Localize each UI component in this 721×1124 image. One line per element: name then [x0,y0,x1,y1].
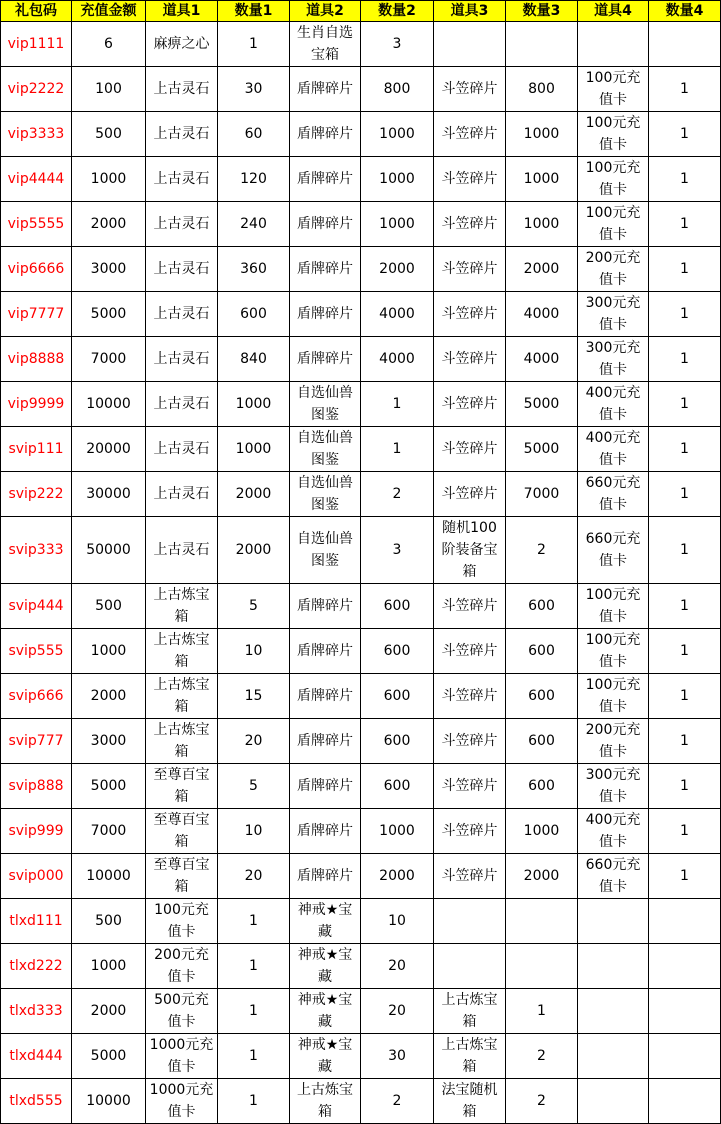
qty-1-cell: 1 [218,22,290,67]
recharge-amount-cell: 5000 [72,292,146,337]
item-4-cell: 660元充值卡 [578,854,649,899]
qty-1-cell: 10 [218,809,290,854]
qty-3-cell [506,899,578,944]
gift-code-cell: vip6666 [1,247,72,292]
item-2-cell: 神戒★宝藏 [290,989,361,1034]
header-qty-3: 数量3 [506,1,578,22]
qty-3-cell: 800 [506,67,578,112]
table-row [1,292,721,337]
item-2-cell: 盾牌碎片 [290,337,361,382]
table-row [1,674,721,719]
recharge-amount-cell: 5000 [72,1034,146,1079]
item-3-cell: 随机100阶装备宝箱 [434,517,506,584]
header-item-2: 道具2 [290,1,361,22]
qty-3-cell: 2000 [506,854,578,899]
item-1-cell: 200元充值卡 [146,944,218,989]
recharge-amount-cell: 30000 [72,472,146,517]
qty-1-cell: 20 [218,719,290,764]
recharge-amount-cell: 7000 [72,809,146,854]
recharge-amount-cell: 2000 [72,202,146,247]
qty-2-cell: 2 [361,1079,434,1124]
item-2-cell: 生肖自选宝箱 [290,22,361,67]
qty-4-cell [649,944,721,989]
qty-3-cell: 5000 [506,382,578,427]
qty-4-cell: 1 [649,854,721,899]
item-3-cell: 斗笠碎片 [434,202,506,247]
recharge-amount-cell: 1000 [72,157,146,202]
item-4-cell: 660元充值卡 [578,472,649,517]
qty-2-cell: 1000 [361,112,434,157]
item-3-cell: 上古炼宝箱 [434,989,506,1034]
item-2-cell: 盾牌碎片 [290,719,361,764]
item-3-cell: 斗笠碎片 [434,809,506,854]
item-1-cell: 上古灵石 [146,157,218,202]
item-4-cell: 200元充值卡 [578,247,649,292]
qty-3-cell [506,944,578,989]
recharge-amount-cell: 500 [72,584,146,629]
qty-4-cell: 1 [649,809,721,854]
item-3-cell: 斗笠碎片 [434,674,506,719]
qty-4-cell: 1 [649,202,721,247]
qty-2-cell: 600 [361,764,434,809]
item-1-cell: 上古炼宝箱 [146,629,218,674]
item-4-cell: 200元充值卡 [578,719,649,764]
qty-1-cell: 20 [218,854,290,899]
qty-3-cell: 600 [506,629,578,674]
item-4-cell [578,944,649,989]
qty-4-cell: 1 [649,584,721,629]
gift-code-cell: vip2222 [1,67,72,112]
qty-4-cell: 1 [649,382,721,427]
qty-2-cell: 10 [361,899,434,944]
item-4-cell: 660元充值卡 [578,517,649,584]
item-4-cell [578,899,649,944]
gift-code-cell: svip222 [1,472,72,517]
qty-2-cell: 20 [361,989,434,1034]
qty-4-cell: 1 [649,67,721,112]
qty-1-cell: 1 [218,944,290,989]
qty-2-cell: 800 [361,67,434,112]
qty-3-cell: 7000 [506,472,578,517]
qty-1-cell: 240 [218,202,290,247]
item-2-cell: 盾牌碎片 [290,674,361,719]
qty-4-cell: 1 [649,157,721,202]
recharge-amount-cell: 1000 [72,944,146,989]
table-body [1,22,721,1124]
qty-2-cell: 20 [361,944,434,989]
qty-3-cell: 2000 [506,247,578,292]
item-4-cell: 300元充值卡 [578,764,649,809]
gift-code-cell: svip888 [1,764,72,809]
qty-3-cell: 4000 [506,337,578,382]
qty-2-cell: 4000 [361,337,434,382]
item-4-cell: 100元充值卡 [578,674,649,719]
table-row [1,382,721,427]
item-2-cell: 盾牌碎片 [290,292,361,337]
recharge-amount-cell: 2000 [72,674,146,719]
qty-1-cell: 1000 [218,427,290,472]
qty-4-cell: 1 [649,472,721,517]
qty-3-cell: 600 [506,674,578,719]
item-2-cell: 神戒★宝藏 [290,899,361,944]
qty-1-cell: 1 [218,989,290,1034]
item-4-cell: 100元充值卡 [578,67,649,112]
gift-code-cell: tlxd333 [1,989,72,1034]
qty-4-cell: 1 [649,629,721,674]
qty-4-cell: 1 [649,427,721,472]
qty-4-cell [649,1079,721,1124]
item-4-cell: 100元充值卡 [578,202,649,247]
qty-3-cell: 1000 [506,157,578,202]
item-3-cell: 斗笠碎片 [434,382,506,427]
qty-1-cell: 120 [218,157,290,202]
item-4-cell [578,989,649,1034]
qty-1-cell: 2000 [218,517,290,584]
qty-4-cell [649,989,721,1034]
gift-code-cell: vip9999 [1,382,72,427]
item-3-cell [434,899,506,944]
gift-code-cell: svip333 [1,517,72,584]
item-2-cell: 盾牌碎片 [290,629,361,674]
qty-1-cell: 2000 [218,472,290,517]
table-row [1,157,721,202]
header-item-4: 道具4 [578,1,649,22]
recharge-amount-cell: 10000 [72,382,146,427]
item-3-cell: 斗笠碎片 [434,112,506,157]
item-4-cell: 400元充值卡 [578,809,649,854]
recharge-amount-cell: 10000 [72,854,146,899]
recharge-amount-cell: 3000 [72,719,146,764]
qty-3-cell [506,22,578,67]
item-2-cell: 盾牌碎片 [290,112,361,157]
qty-2-cell: 600 [361,719,434,764]
item-1-cell: 上古灵石 [146,517,218,584]
recharge-amount-cell: 2000 [72,989,146,1034]
qty-1-cell: 15 [218,674,290,719]
table-row [1,202,721,247]
item-2-cell: 自选仙兽图鉴 [290,472,361,517]
qty-2-cell: 3 [361,517,434,584]
header-qty-2: 数量2 [361,1,434,22]
header-gift-code: 礼包码 [1,1,72,22]
qty-4-cell: 1 [649,292,721,337]
qty-4-cell: 1 [649,337,721,382]
qty-1-cell: 1000 [218,382,290,427]
gift-code-cell: tlxd222 [1,944,72,989]
qty-4-cell [649,899,721,944]
item-1-cell: 至尊百宝箱 [146,854,218,899]
item-2-cell: 盾牌碎片 [290,584,361,629]
item-1-cell: 上古炼宝箱 [146,674,218,719]
item-1-cell: 1000元充值卡 [146,1034,218,1079]
item-2-cell: 神戒★宝藏 [290,1034,361,1079]
item-4-cell: 100元充值卡 [578,157,649,202]
table-row [1,1034,721,1079]
gift-code-cell: vip8888 [1,337,72,382]
table-row [1,899,721,944]
item-4-cell [578,1079,649,1124]
qty-3-cell: 2 [506,1034,578,1079]
qty-4-cell: 1 [649,517,721,584]
gift-code-cell: tlxd111 [1,899,72,944]
gift-code-cell: vip1111 [1,22,72,67]
item-1-cell: 上古灵石 [146,202,218,247]
recharge-amount-cell: 500 [72,899,146,944]
table-row [1,944,721,989]
item-2-cell: 盾牌碎片 [290,764,361,809]
recharge-amount-cell: 100 [72,67,146,112]
item-2-cell: 盾牌碎片 [290,247,361,292]
item-3-cell: 斗笠碎片 [434,719,506,764]
item-1-cell: 至尊百宝箱 [146,809,218,854]
gift-code-cell: svip666 [1,674,72,719]
item-4-cell [578,1034,649,1079]
item-4-cell: 400元充值卡 [578,382,649,427]
qty-4-cell [649,22,721,67]
qty-1-cell: 5 [218,584,290,629]
item-4-cell: 300元充值卡 [578,292,649,337]
qty-1-cell: 840 [218,337,290,382]
qty-3-cell: 600 [506,584,578,629]
item-1-cell: 上古灵石 [146,382,218,427]
item-2-cell: 上古炼宝箱 [290,1079,361,1124]
item-2-cell: 盾牌碎片 [290,809,361,854]
table-row [1,517,721,584]
table-row [1,337,721,382]
recharge-amount-cell: 10000 [72,1079,146,1124]
qty-3-cell: 4000 [506,292,578,337]
table-row [1,112,721,157]
gift-code-cell: vip7777 [1,292,72,337]
recharge-amount-cell: 5000 [72,764,146,809]
qty-4-cell [649,1034,721,1079]
recharge-amount-cell: 3000 [72,247,146,292]
item-4-cell: 300元充值卡 [578,337,649,382]
gift-code-cell: tlxd555 [1,1079,72,1124]
qty-4-cell: 1 [649,674,721,719]
recharge-amount-cell: 1000 [72,629,146,674]
qty-4-cell: 1 [649,719,721,764]
qty-3-cell: 1 [506,989,578,1034]
item-3-cell: 斗笠碎片 [434,292,506,337]
item-2-cell: 自选仙兽图鉴 [290,382,361,427]
item-1-cell: 上古灵石 [146,292,218,337]
qty-2-cell: 600 [361,584,434,629]
recharge-amount-cell: 50000 [72,517,146,584]
table-row [1,584,721,629]
item-2-cell: 盾牌碎片 [290,854,361,899]
table-row [1,809,721,854]
gift-code-cell: vip4444 [1,157,72,202]
gift-code-cell: svip000 [1,854,72,899]
item-4-cell: 100元充值卡 [578,629,649,674]
table-row [1,247,721,292]
qty-2-cell: 1 [361,382,434,427]
table-row [1,22,721,67]
item-3-cell [434,944,506,989]
table-row [1,1079,721,1124]
table-row [1,854,721,899]
item-3-cell: 法宝随机箱 [434,1079,506,1124]
table-row [1,427,721,472]
table-row [1,764,721,809]
gift-code-cell: tlxd444 [1,1034,72,1079]
qty-2-cell: 1 [361,427,434,472]
qty-4-cell: 1 [649,247,721,292]
qty-3-cell: 2 [506,1079,578,1124]
header-row [1,1,721,22]
qty-3-cell: 2 [506,517,578,584]
item-1-cell: 上古灵石 [146,472,218,517]
qty-3-cell: 600 [506,764,578,809]
qty-4-cell: 1 [649,764,721,809]
item-3-cell: 斗笠碎片 [434,157,506,202]
item-3-cell: 斗笠碎片 [434,247,506,292]
item-3-cell: 斗笠碎片 [434,764,506,809]
item-4-cell: 100元充值卡 [578,112,649,157]
qty-2-cell: 2000 [361,854,434,899]
item-3-cell: 斗笠碎片 [434,427,506,472]
item-2-cell: 神戒★宝藏 [290,944,361,989]
table-row [1,67,721,112]
item-2-cell: 盾牌碎片 [290,157,361,202]
header-qty-4: 数量4 [649,1,721,22]
item-1-cell: 1000元充值卡 [146,1079,218,1124]
gift-code-cell: svip111 [1,427,72,472]
qty-2-cell: 1000 [361,202,434,247]
qty-2-cell: 30 [361,1034,434,1079]
recharge-amount-cell: 7000 [72,337,146,382]
qty-1-cell: 360 [218,247,290,292]
item-1-cell: 至尊百宝箱 [146,764,218,809]
table-row [1,629,721,674]
recharge-amount-cell: 6 [72,22,146,67]
item-1-cell: 上古炼宝箱 [146,719,218,764]
item-2-cell: 自选仙兽图鉴 [290,427,361,472]
item-1-cell: 500元充值卡 [146,989,218,1034]
item-3-cell: 斗笠碎片 [434,472,506,517]
item-4-cell: 100元充值卡 [578,584,649,629]
item-3-cell: 斗笠碎片 [434,584,506,629]
qty-1-cell: 30 [218,67,290,112]
item-3-cell: 斗笠碎片 [434,67,506,112]
qty-4-cell: 1 [649,112,721,157]
qty-3-cell: 1000 [506,112,578,157]
item-1-cell: 上古灵石 [146,67,218,112]
gift-code-cell: svip999 [1,809,72,854]
header-qty-1: 数量1 [218,1,290,22]
qty-3-cell: 5000 [506,427,578,472]
item-3-cell [434,22,506,67]
item-1-cell: 上古灵石 [146,427,218,472]
qty-1-cell: 1 [218,1079,290,1124]
table-row [1,719,721,764]
item-1-cell: 上古灵石 [146,247,218,292]
item-1-cell: 100元充值卡 [146,899,218,944]
qty-2-cell: 600 [361,629,434,674]
qty-2-cell: 1000 [361,809,434,854]
item-3-cell: 斗笠碎片 [434,854,506,899]
qty-2-cell: 2 [361,472,434,517]
qty-1-cell: 10 [218,629,290,674]
item-4-cell [578,22,649,67]
table-row [1,472,721,517]
qty-3-cell: 600 [506,719,578,764]
item-1-cell: 上古炼宝箱 [146,584,218,629]
gift-code-cell: vip3333 [1,112,72,157]
item-1-cell: 麻痹之心 [146,22,218,67]
item-2-cell: 自选仙兽图鉴 [290,517,361,584]
gift-code-cell: vip5555 [1,202,72,247]
qty-2-cell: 1000 [361,157,434,202]
gift-code-cell: svip444 [1,584,72,629]
qty-3-cell: 1000 [506,809,578,854]
qty-1-cell: 1 [218,1034,290,1079]
gift-code-cell: svip777 [1,719,72,764]
item-4-cell: 400元充值卡 [578,427,649,472]
item-3-cell: 斗笠碎片 [434,337,506,382]
item-3-cell: 上古炼宝箱 [434,1034,506,1079]
qty-3-cell: 1000 [506,202,578,247]
qty-1-cell: 5 [218,764,290,809]
item-1-cell: 上古灵石 [146,337,218,382]
item-1-cell: 上古灵石 [146,112,218,157]
item-2-cell: 盾牌碎片 [290,67,361,112]
recharge-amount-cell: 500 [72,112,146,157]
table-row [1,989,721,1034]
header-item-1: 道具1 [146,1,218,22]
qty-2-cell: 4000 [361,292,434,337]
qty-2-cell: 600 [361,674,434,719]
header-recharge-amount: 充值金额 [72,1,146,22]
header-item-3: 道具3 [434,1,506,22]
item-2-cell: 盾牌碎片 [290,202,361,247]
gift-code-cell: svip555 [1,629,72,674]
qty-1-cell: 60 [218,112,290,157]
recharge-amount-cell: 20000 [72,427,146,472]
qty-2-cell: 2000 [361,247,434,292]
item-3-cell: 斗笠碎片 [434,629,506,674]
qty-1-cell: 600 [218,292,290,337]
qty-2-cell: 3 [361,22,434,67]
qty-1-cell: 1 [218,899,290,944]
